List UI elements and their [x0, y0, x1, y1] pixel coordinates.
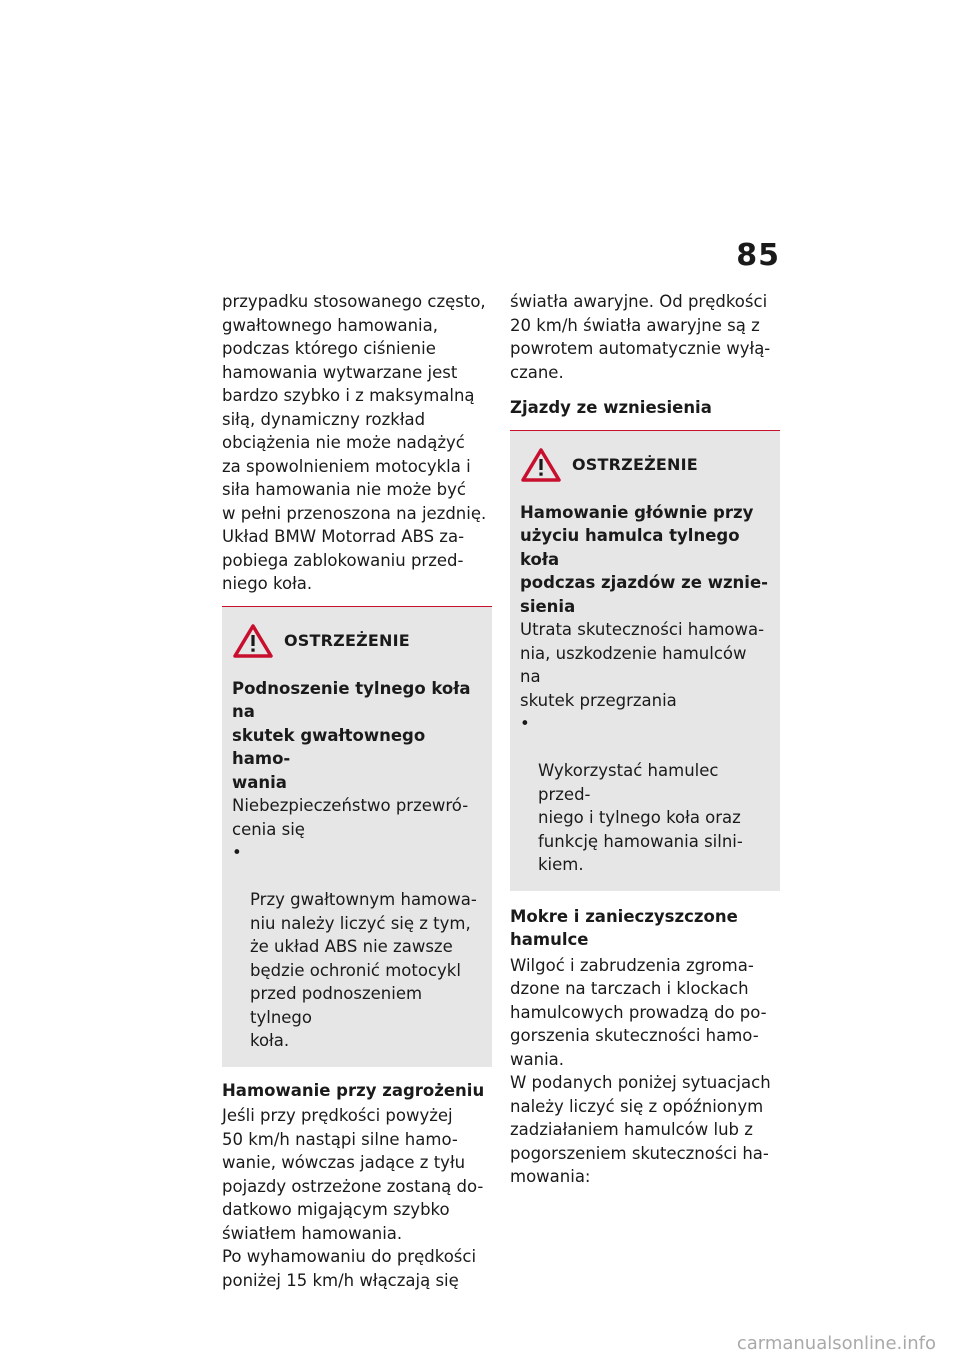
- section-heading-downhill: Zjazdy ze wzniesienia: [510, 398, 712, 417]
- watermark: carmanualsonline.info: [736, 1333, 936, 1354]
- warning-bullet: [520, 712, 770, 877]
- warning-title-row: [232, 623, 482, 659]
- emergency-braking-paragraph-2: Po wyhamowaniu do prędkości poniżej 15 km/h włączają się: [222, 1247, 477, 1290]
- left-intro-paragraph: przypadku stosowanego często, gwałtownego hamowania, podczas którego ciśnienie hamowania wytwarzane jest bardzo szybko i z maksymalną siłą, dynamiczny rozkład obciążenia nie może nadążyć za spowolnieniem motocykla i siła hamowania nie może być w pełni przenoszona na jezdnię. Układ BMW Motorrad ABS za- pobiega zablokowaniu przed- niego koła.: [222, 292, 487, 593]
- page-number: 85: [736, 238, 780, 273]
- right-intro-paragraph: światła awaryjne. Od prędkości 20 km/h światła awaryjne są z powrotem automatycznie wyłą- czane.: [510, 292, 771, 382]
- warning-text: Utrata skuteczności hamowa- nia, uszkodzenie hamulców na skutek przegrzania: [520, 620, 765, 710]
- warning-bullet-text: Przy gwałtownym hamowa- niu należy liczyć się z tym, że układ ABS nie zawsze będzie ochronić motocykl przed podnoszeniem tylnego koła.: [250, 890, 477, 1050]
- warning-triangle-icon: [232, 623, 274, 659]
- warning-bullet: [232, 841, 482, 1053]
- section-heading-emergency-braking: Hamowanie przy zagrożeniu: [222, 1080, 485, 1100]
- warning-bullet-text: Wykorzystać hamulec przed- niego i tylnego koła oraz funkcję hamowania silni- kiem.: [538, 761, 743, 874]
- warning-title: OSTRZEŻENIE: [572, 454, 698, 474]
- warning-box-right: [510, 431, 780, 891]
- wet-brakes-paragraph-1: Wilgoć i zabrudzenia zgroma- dzone na tarczach i klockach hamulcowych prowadzą do po- gorszenia skuteczności hamo- wania.: [510, 955, 767, 1069]
- left-column: [222, 290, 492, 1292]
- warning-title-row: [520, 447, 770, 483]
- warning-title: OSTRZEŻENIE: [284, 630, 410, 650]
- bullet-marker: •: [520, 714, 530, 733]
- warning-heading: Hamowanie głównie przy użyciu hamulca tylnego koła podczas zjazdów ze wznie- sienia: [520, 502, 768, 616]
- warning-triangle-icon: [520, 447, 562, 483]
- emergency-braking-paragraph-1: Jeśli przy prędkości powyżej 50 km/h nastąpi silne hamo- wanie, wówczas jadące z tyłu pojazdy ostrzeżone zostaną do- datkowo migającym szybko światłem hamowania.: [222, 1106, 484, 1243]
- warning-box-left: [222, 607, 492, 1067]
- section-heading-wet-brakes: Mokre i zanieczyszczone hamulce: [510, 906, 738, 949]
- wet-brakes-paragraph-2: W podanych poniżej sytuacjach należy liczyć się z opóźnionym zadziałaniem hamulców lub z pogorszeniem skuteczności ha- mowania:: [510, 1073, 771, 1186]
- bullet-marker: •: [232, 843, 242, 862]
- warning-text: Niebezpieczeństwo przewró- cenia się: [232, 796, 469, 839]
- right-column: [510, 290, 780, 1189]
- warning-heading: Podnoszenie tylnego koła na skutek gwałtownego hamo- wania: [232, 678, 471, 792]
